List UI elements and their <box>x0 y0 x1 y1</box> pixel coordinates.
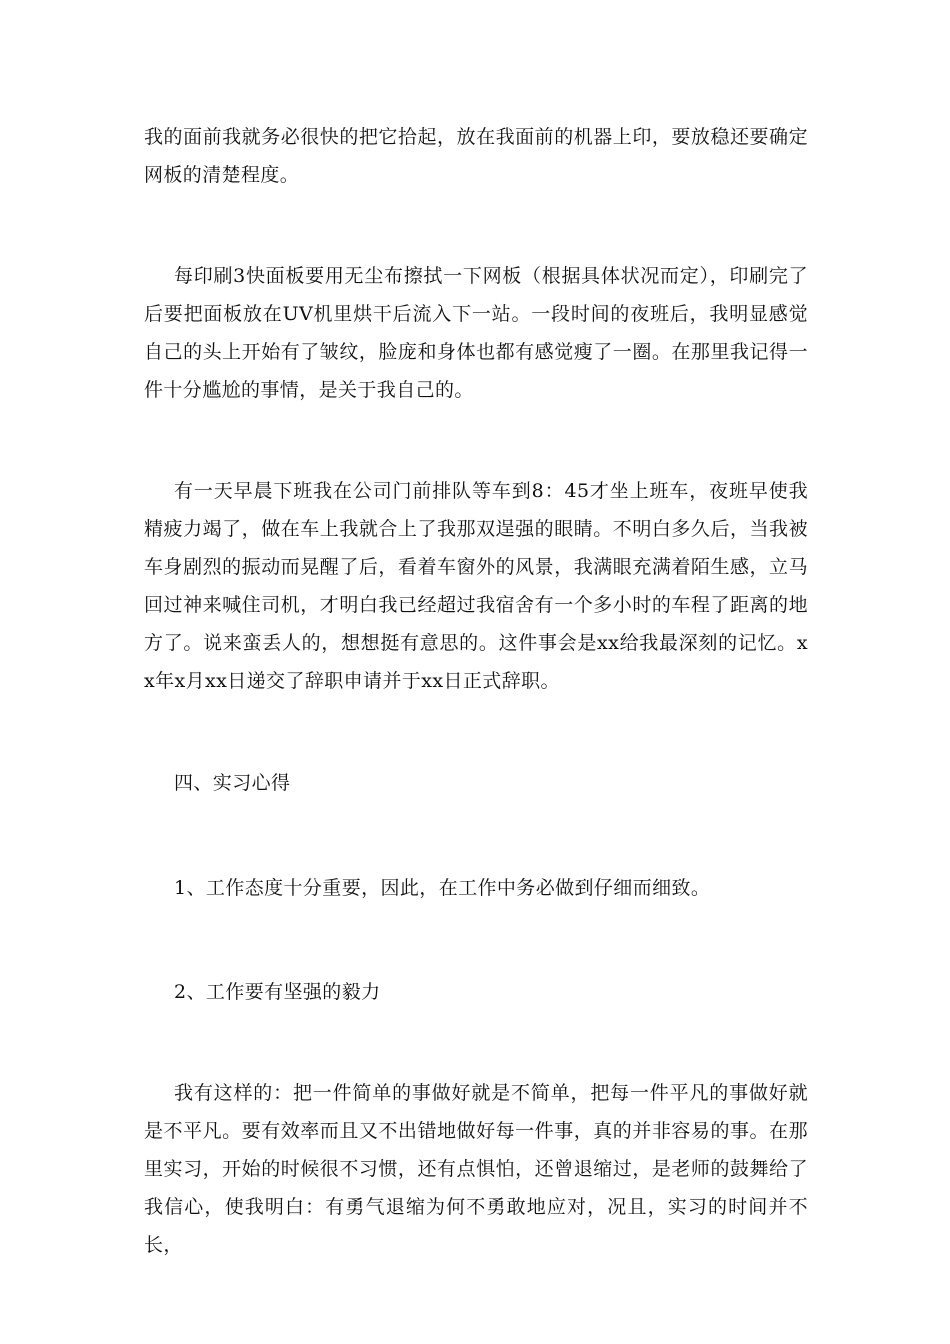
section-heading: 四、实习心得 <box>174 772 291 794</box>
paragraph-reflection: 我有这样的：把一件简单的事做好就是不简单，把每一件平凡的事做好就是不平凡。要有效率而且又不出错地做好每一件事，真的并非容易的事。在那里实习，开始的时候很不习惯，还有点惧怕，还曾退缩过，是老师的鼓舞给了我信心，使我明白：有勇气退缩为何不勇敢地应对，况且，实习的时间并不长， <box>144 1082 808 1256</box>
paragraph-continued: 我的面前我就务必很快的把它拾起，放在我面前的机器上印，要放稳还要确定网板的清楚程度。 <box>144 126 808 186</box>
list-item-1: 1、工作态度十分重要，因此，在工作中务必做到仔细而细致。 <box>174 877 711 899</box>
paragraph-bus-story: 有一天早晨下班我在公司门前排队等车到8：45才坐上班车，夜班早使我精疲力竭了，做在车上我就合上了我那双逞强的眼睛。不明白多久后，当我被车身剧烈的振动而晃醒了后，看着车窗外的风景，我满眼充满着陌生感，立马回过神来喊住司机，才明白我已经超过我宿舍有一个多小时的车程了距离的地方了。说来蛮丢人的，想想挺有意思的。这件事会是xx给我最深刻的记忆。xx年x月xx日递交了辞职申请并于xx日正式辞职。 <box>144 480 808 692</box>
list-item-2: 2、工作要有坚强的毅力 <box>174 981 381 1003</box>
paragraph-printing-process: 每印刷3快面板要用无尘布擦拭一下网板（根据具体状况而定），印刷完了后要把面板放在UV机里烘干后流入下一站。一段时间的夜班后，我明显感觉自己的头上开始有了皱纹，脸庞和身体也都有感觉瘦了一圈。在那里我记得一件十分尴尬的事情，是关于我自己的。 <box>144 265 808 401</box>
